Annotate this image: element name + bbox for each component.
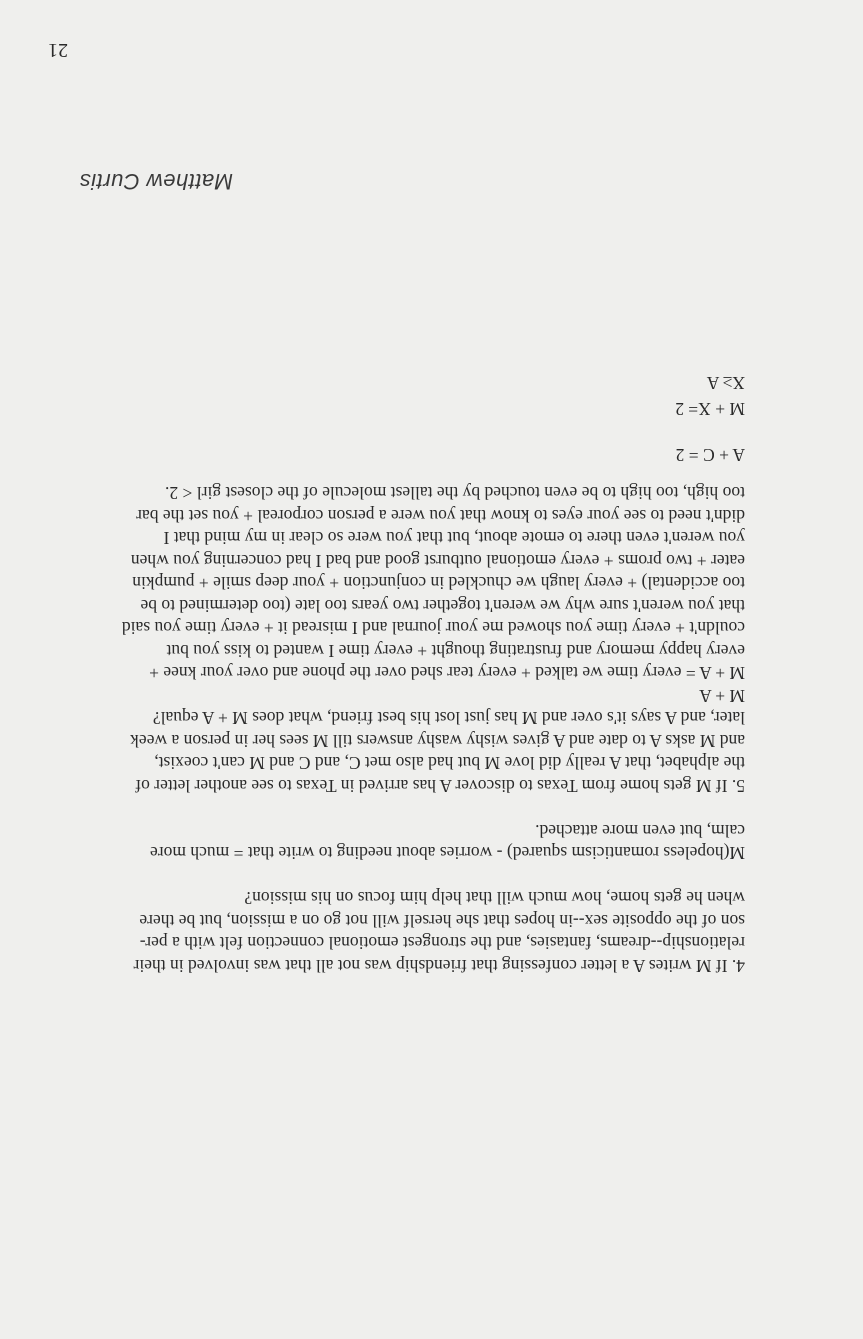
equation-x-ge-a: X≥ A bbox=[706, 373, 745, 393]
long-equation-line: too high, too high to be even touched by the tallest molecule of the closest girl < 2. bbox=[165, 483, 745, 504]
question-5-line: and M asks A to date and A gives wishy washy answers till M sees her in person a week bbox=[130, 731, 745, 751]
long-equation-line: M + A = every time we talked + every tear shed over the phone and over your knee + bbox=[149, 663, 745, 684]
hopeless-romanticism-note bbox=[115, 820, 745, 865]
question-4-line: son of the opposite sex--in hopes that she herself will not go on a mission, but be there bbox=[139, 911, 745, 931]
question-4-line: relationship--dreams, fantasies, and the strongest emotional connection felt with a per- bbox=[139, 933, 745, 954]
m-plus-a-heading: M + A bbox=[699, 686, 745, 706]
question-5-line: later, and A says it's over and M has just lost his best friend, what does M + A equal? bbox=[152, 708, 745, 729]
equation-m-plus-x: M + X= 2 bbox=[675, 399, 745, 419]
long-equation-line: couldn't + every time you showed me your journal and I misread it + every time you said bbox=[121, 618, 745, 639]
question-5-line: the alphabet, that A really did love M but had also met C, and C and M can't coexist, bbox=[154, 753, 745, 774]
question-5-line: 5. If M gets home from Texas to discover A has arrived in Texas to see another letter of bbox=[135, 776, 745, 796]
equation-group-1 bbox=[115, 442, 745, 468]
equation-a-plus-c: A + C = 2 bbox=[675, 445, 745, 465]
long-equation-line: every happy memory and frustrating thought + every time I wanted to kiss you but bbox=[166, 641, 745, 661]
hopeless-line: M(hopeless romanticism squared) - worries about needing to write that = much more bbox=[150, 843, 745, 864]
long-equation-line: you weren't even there to emote about, but that you were so clear in my mind that I bbox=[163, 528, 745, 549]
long-equation-line: too accidental) + every laugh we chuckled in conjunction + your deep smile + pumpkin bbox=[132, 573, 745, 594]
long-equation bbox=[115, 482, 745, 685]
long-equation-line: eater + two proms + every emotional outburst good and bad I had concerning you when bbox=[130, 551, 745, 571]
hopeless-line: calm, but even more attached. bbox=[535, 821, 745, 841]
page-number: 21 bbox=[48, 39, 68, 61]
question-4-line: 4. If M writes A a letter confessing that friendship was not all that was involved in their bbox=[133, 956, 745, 976]
author-signature: Matthew Curtis bbox=[79, 169, 233, 194]
long-equation-line: didn't need to see your eyes to know that you were a person corporeal + you set the bar bbox=[136, 506, 745, 526]
equation-group-2 bbox=[115, 370, 745, 422]
question-4 bbox=[115, 887, 745, 977]
question-4-line: when he gets home, how much will that help him focus on his mission? bbox=[244, 888, 745, 909]
page-body bbox=[115, 370, 745, 977]
question-5 bbox=[115, 685, 745, 798]
long-equation-line: that you weren't sure why we weren't together two years too late (too determined to be bbox=[140, 596, 745, 616]
